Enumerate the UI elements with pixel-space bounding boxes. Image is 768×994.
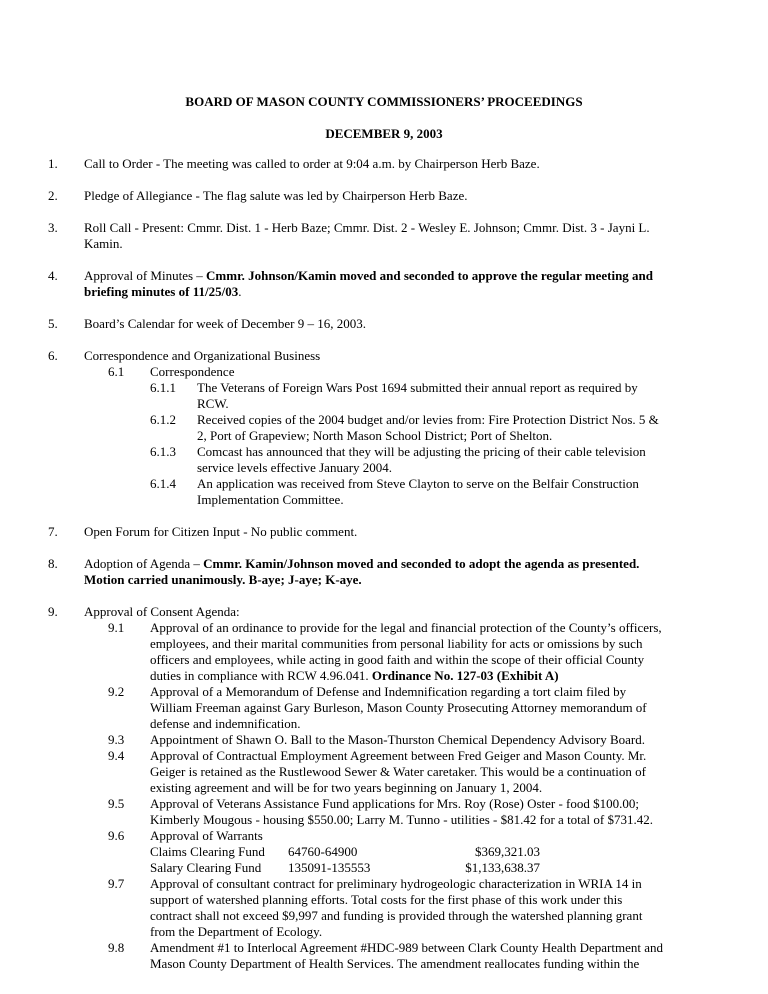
item-text: Board’s Calendar for week of December 9 – 16, 2003.: [84, 316, 366, 331]
consent-item-number: 9.6: [108, 828, 125, 843]
warrant-range: 64760-64900: [288, 844, 358, 859]
item-text: Pledge of Allegiance - The flag salute was led by Chairperson Herb Baze.: [84, 188, 468, 203]
item-text-lead: Approval of Minutes –: [84, 268, 207, 283]
ordinance-number: Ordinance No. 127-03 (Exhibit A): [371, 668, 559, 683]
motion-text: briefing minutes of 11/25/03: [84, 284, 239, 299]
consent-item-line: Approval of a Memorandum of Defense and Indemnification regarding a tort claim filed by: [150, 684, 627, 699]
item-text-line: Roll Call - Present: Cmmr. Dist. 1 - Herb Baze; Cmmr. Dist. 2 - Wesley E. Johnson; Cmmr. Dist. 3 - Jayni L.: [84, 220, 650, 235]
correspondence-item-number: 6.1.1: [150, 380, 176, 395]
consent-item-line: defense and indemnification.: [150, 716, 301, 731]
correspondence-item-line: An application was received from Steve Clayton to serve on the Belfair Construction: [197, 476, 639, 491]
item-number: 9.: [48, 604, 58, 619]
item-number: 3.: [48, 220, 58, 235]
correspondence-item-line: Comcast has announced that they will be adjusting the pricing of their cable television: [197, 444, 646, 459]
item-number: 1.: [48, 156, 58, 171]
item-text: Approval of Consent Agenda:: [84, 604, 240, 619]
meeting-date: DECEMBER 9, 2003: [325, 126, 443, 141]
correspondence-item-line: The Veterans of Foreign Wars Post 1694 submitted their annual report as required by: [197, 380, 638, 395]
consent-item-line: support of watershed planning efforts. Total costs for the first phase of this work under this: [150, 892, 623, 907]
consent-item-line: Appointment of Shawn O. Ball to the Mason-Thurston Chemical Dependency Advisory Board.: [150, 732, 646, 747]
item-number: 4.: [48, 268, 58, 283]
consent-item-line: Approval of an ordinance to provide for the legal and financial protection of the County’s officers,: [150, 620, 662, 635]
warrant-amount: $1,133,638.37: [465, 860, 540, 875]
consent-item-number: 9.3: [108, 732, 125, 747]
item-text-lead: Adoption of Agenda –: [84, 556, 204, 571]
item-text-line: [84, 268, 724, 284]
item-number: 8.: [48, 556, 58, 571]
item-text-line: Kamin.: [84, 236, 123, 251]
consent-item-line: William Freeman against Gary Burleson, Mason County Prosecuting Attorney memorandum of: [150, 700, 647, 715]
consent-item-number: 9.4: [108, 748, 125, 763]
motion-result: Motion carried unanimously. B-aye; J-aye; K-aye.: [84, 572, 362, 587]
motion-text: Cmmr. Johnson/Kamin moved and seconded to approve the regular meeting and: [206, 268, 654, 283]
consent-item-line: Amendment #1 to Interlocal Agreement #HDC-989 between Clark County Health Department and: [150, 940, 663, 955]
consent-item-line: from the Department of Ecology.: [150, 924, 323, 939]
correspondence-item-line: Received copies of the 2004 budget and/or levies from: Fire Protection District Nos. 5 &: [197, 412, 659, 427]
warrant-fund: Claims Clearing Fund: [150, 844, 265, 859]
consent-item-number: 9.2: [108, 684, 125, 699]
correspondence-item-number: 6.1.2: [150, 412, 176, 427]
item-text: Correspondence and Organizational Business: [84, 348, 321, 363]
consent-item-line: contract shall not exceed $9,997 and funding is provided through the watershed planning grant: [150, 908, 643, 923]
item-text: Call to Order - The meeting was called to order at 9:04 a.m. by Chairperson Herb Baze.: [84, 156, 540, 171]
subsection-number: 6.1: [108, 364, 125, 379]
consent-item-line: Approval of Warrants: [150, 828, 263, 843]
item-text-line: [84, 556, 724, 572]
consent-item-line: Approval of Contractual Employment Agreement between Fred Geiger and Mason County. Mr.: [150, 748, 647, 763]
consent-item-line: existing agreement and will be for two years beginning on January 1, 2004.: [150, 780, 543, 795]
consent-item-line: Approval of Veterans Assistance Fund applications for Mrs. Roy (Rose) Oster - food $100.00;: [150, 796, 639, 811]
item-text: Open Forum for Citizen Input - No public comment.: [84, 524, 358, 539]
consent-item-line: Mason County Department of Health Services. The amendment reallocates funding within the: [150, 956, 640, 971]
correspondence-item-line: Implementation Committee.: [197, 492, 344, 507]
item-text-line: [84, 284, 724, 300]
warrant-range: 135091-135553: [288, 860, 371, 875]
subsection-label: Correspondence: [150, 364, 235, 379]
item-number: 2.: [48, 188, 58, 203]
consent-item-line: employees, and their marital communities from personal liability for acts or omissions by such: [150, 636, 643, 651]
correspondence-item-line: 2, Port of Grapeview; North Mason School District; Port of Shelton.: [197, 428, 553, 443]
item-number: 5.: [48, 316, 58, 331]
consent-item-number: 9.5: [108, 796, 125, 811]
consent-item-line: [150, 668, 559, 684]
consent-item-number: 9.8: [108, 940, 125, 955]
consent-item-line: officers and employees, while acting in good faith and within the scope of their official County: [150, 652, 645, 667]
consent-item-number: 9.1: [108, 620, 125, 635]
consent-item-line: Approval of consultant contract for preliminary hydrogeologic characterization in WRIA 14 in: [150, 876, 642, 891]
correspondence-item-line: service levels effective January 2004.: [197, 460, 393, 475]
consent-item-number: 9.7: [108, 876, 125, 891]
consent-item-line: Geiger is retained as the Rustlewood Sewer & Water caretaker. This would be a continuation of: [150, 764, 646, 779]
warrant-amount: $369,321.03: [475, 844, 540, 859]
item-number: 6.: [48, 348, 58, 363]
correspondence-item-line: RCW.: [197, 396, 229, 411]
warrant-fund: Salary Clearing Fund: [150, 860, 262, 875]
correspondence-item-number: 6.1.4: [150, 476, 176, 491]
item-text-tail: .: [238, 284, 242, 299]
motion-text: Cmmr. Kamin/Johnson moved and seconded to adopt the agenda as presented.: [203, 556, 640, 571]
consent-item-text: duties in compliance with RCW 4.96.041.: [150, 668, 372, 683]
correspondence-item-number: 6.1.3: [150, 444, 176, 459]
consent-item-line: Kimberly Mougous - housing $550.00; Larry M. Tunno - utilities - $81.42 for a total of $731.42.: [150, 812, 654, 827]
item-number: 7.: [48, 524, 58, 539]
document-title: BOARD OF MASON COUNTY COMMISSIONERS’ PROCEEDINGS: [185, 94, 583, 109]
